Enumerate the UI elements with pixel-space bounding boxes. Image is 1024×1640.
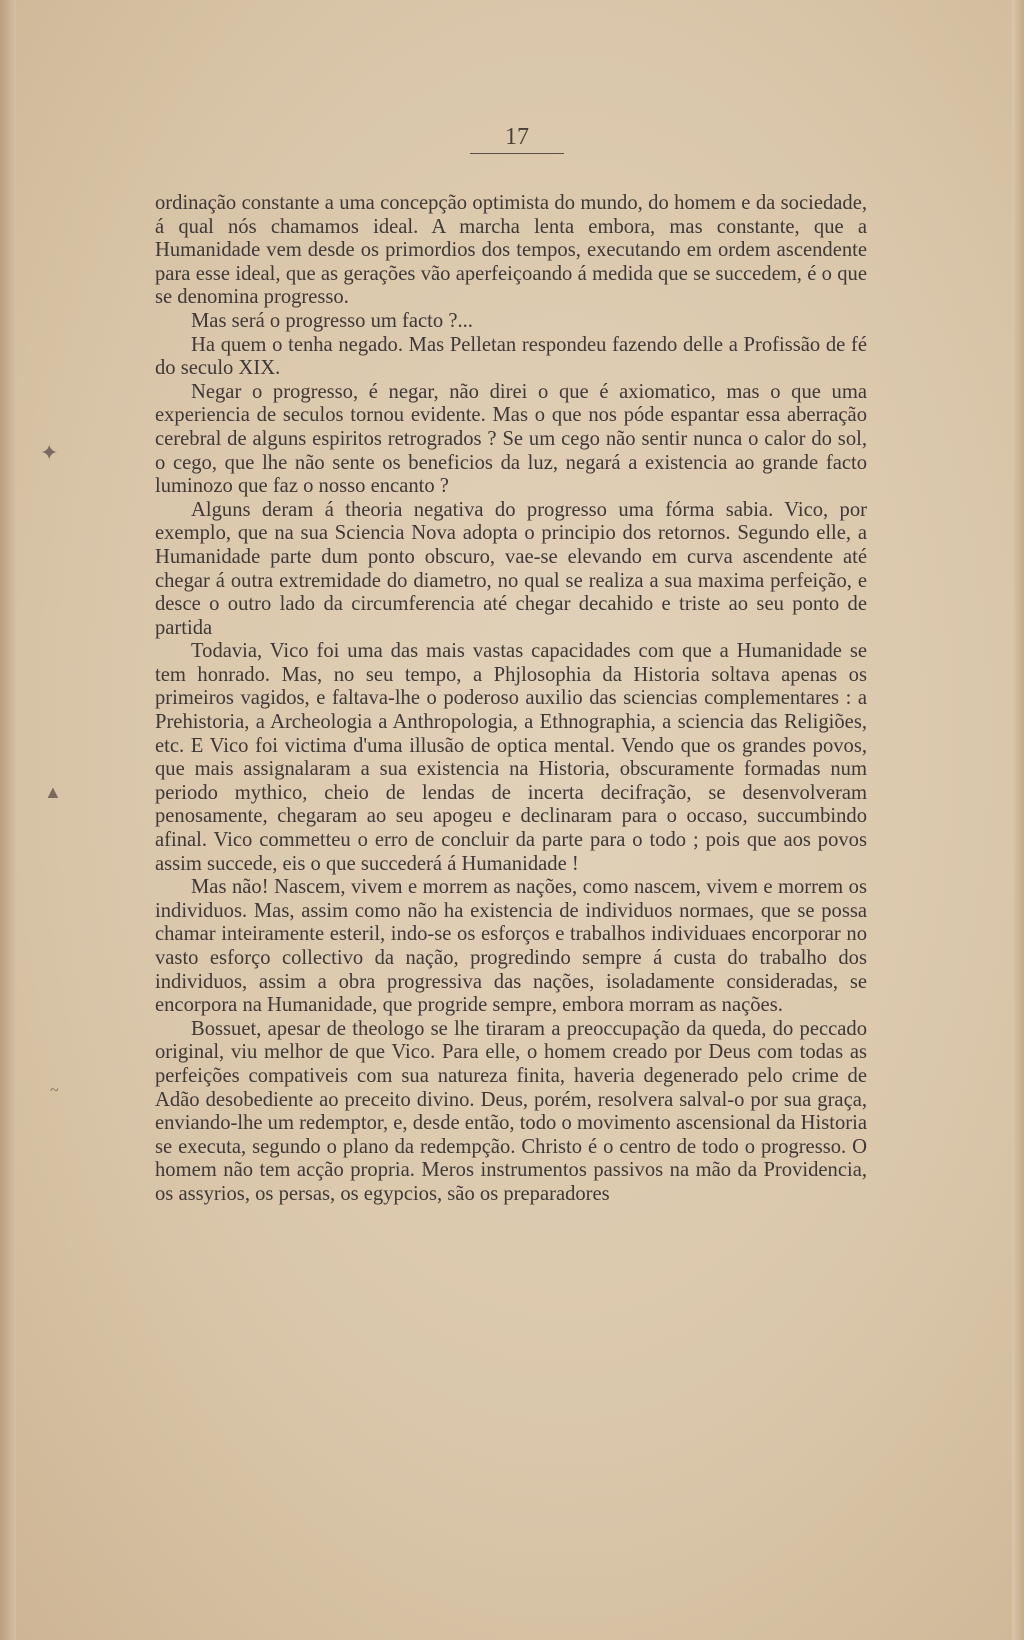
margin-stain-mark: ▲ — [44, 782, 62, 802]
body-text — [155, 192, 867, 1207]
page-right-edge — [1012, 0, 1024, 1640]
margin-stain-mark: ~ — [50, 1082, 59, 1099]
page-left-edge — [0, 0, 16, 1640]
paragraph: Negar o progresso, é negar, não direi o que é axiomatico, mas o que uma experiencia de seculos tornou evidente. Mas o que nos póde espantar essa aberração cerebral de alguns espiritos retrogrados ? Se um cego não sentir nunca o calor do sol, o cego, que lhe não sente os beneficios da luz, negará a existencia ao grande facto luminozo que faz o nosso encanto ? — [155, 380, 867, 498]
paragraph: Mas será o progresso um facto ?... — [191, 309, 473, 332]
paragraph: Mas não! Nascem, vivem e morrem as nações, como nascem, vivem e morrem os individuos. Mas, assim como não ha existencia de individuos normaes, que se possa chamar inteiramente esteril, indo-se os esforços e trabalhos individuaes encorporar no vasto esforço collectivo da nação, progredindo sempre á custa do trabalho dos individuos, assim a obra progressiva das nações, isoladamente consideradas, se encorpora na Humanidade, que progride sempre, embora morram as nações. — [155, 876, 867, 1017]
page-number: 17 — [470, 124, 564, 154]
paragraph: Ha quem o tenha negado. Mas Pelletan respondeu fazendo delle a Profissão de fé do seculo XIX. — [155, 333, 867, 380]
paragraph: ordinação constante a uma concepção optimista do mundo, do homem e da sociedade, á qual nós chamamos ideal. A marcha lenta embora, mas constante, que a Humanidade vem desde os primordios dos tempos, executando em ordem ascendente para esse ideal, que as gerações vão aperfeiçoando á medida que se succedem, é o que se denomina progresso. — [155, 192, 867, 309]
paragraph: Alguns deram á theoria negativa do progresso uma fórma sabia. Vico, por exemplo, que na sua Sciencia Nova adopta o principio dos retornos. Segundo elle, a Humanidade parte dum ponto obscuro, vae-se elevando em curva ascendente até chegar á outra extremidade do diametro, no qual se realiza a sua maxima perfeição, e desce o outro lado da circumferencia até chegar decahido e triste ao seu ponto de partida — [155, 498, 867, 639]
paragraph: Bossuet, apesar de theologo se lhe tiraram a preoccupação da queda, do peccado original, viu melhor de que Vico. Para elle, o homem creado por Deus com todas as perfeições compativeis com sua natureza finita, haveria degenerado pelo crime de Adão desobediente ao preceito divino. Deus, porém, resolvera salval-o por sua graça, enviando-lhe um redemptor, e, desde então, todo o movimento ascensional da Historia se executa, segundo o plano da redempção. Christo é o centro de todo o progresso. O homem não tem acção propria. Meros instrumentos passivos na mão da Providencia, os assyrios, os persas, os egypcios, são os preparadores — [155, 1017, 867, 1205]
margin-stain-mark: ✦ — [40, 440, 59, 465]
paragraph: Todavia, Vico foi uma das mais vastas capacidades com que a Humanidade se tem honrado. Mas, no seu tempo, a Phjlosophia da Historia soltava apenas os primeiros vagidos, e faltava-lhe o poderoso auxilio das sciencias complementares : a Prehistoria, a Archeologia a Anthropologia, a Ethnographia, a sciencia das Religiões, etc. E Vico foi victima d'uma illusão de optica mental. Vendo que os grandes povos, que mais assignalaram a sua existencia na Historia, obscuramente formadas num periodo mythico, cheio de lendas de incerta decifração, se desenvolveram penosamente, chegaram ao seu apogeu e declinaram para o occaso, succumbindo afinal. Vico commetteu o erro de concluir da parte para o todo ; pois que aos povos assim succede, eis o que succederá á Humanidade ! — [155, 640, 867, 875]
